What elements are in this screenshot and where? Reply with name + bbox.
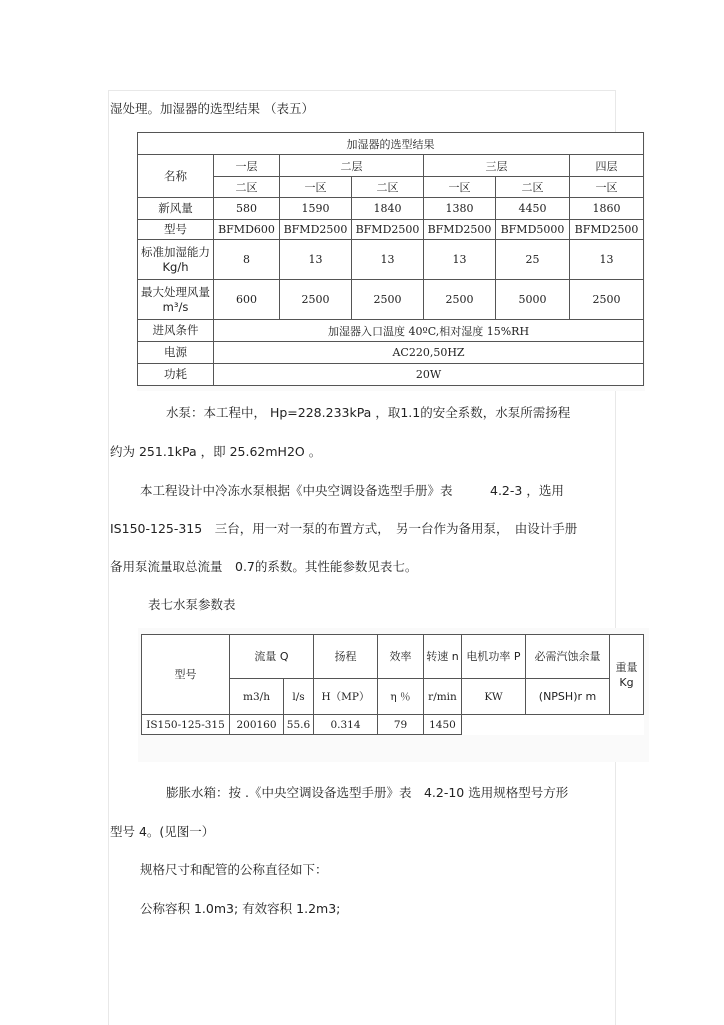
table7-unit-motor: KW — [462, 679, 526, 715]
table5-cell: 2500 — [280, 280, 352, 320]
table5-power-label: 电源 — [138, 342, 214, 364]
table7-image — [138, 628, 649, 762]
table7-cell-head: 0.314 — [314, 715, 378, 735]
table7-eff-label: 效率 — [378, 635, 424, 679]
table5-row-label: 标准加湿能力 Kg/h — [138, 240, 214, 280]
table5-cell: 13 — [570, 240, 644, 280]
paragraph-tank-model: 型号 4。(见图一） — [110, 824, 215, 839]
table5-cell: 2500 — [570, 280, 644, 320]
table5-consumption-label: 功耗 — [138, 364, 214, 386]
table7-model-label: 型号 — [142, 635, 230, 715]
table5-cell: 25 — [496, 240, 570, 280]
pump-table — [141, 634, 644, 735]
paragraph-pump-head-cont: 约为 251.1kPa ，即 25.62mH2O 。 — [110, 444, 322, 459]
table5-cell: 1380 — [424, 198, 496, 220]
table5-cell: BFMD600 — [214, 220, 280, 240]
table5-cell: BFMD5000 — [496, 220, 570, 240]
table5-zone: 二区 — [214, 177, 280, 198]
table7-caption: 表七水泵参数表 — [148, 597, 236, 612]
table5-cell: 2500 — [424, 280, 496, 320]
paragraph-pump-head: 水泵：本工程中， Hp=228.233kPa ，取1.1的安全系数，水泵所需扬程 — [166, 405, 571, 420]
table5-image — [137, 132, 645, 391]
table5-cell: 13 — [352, 240, 424, 280]
table5-cell: 13 — [424, 240, 496, 280]
table5-title: 加湿器的选型结果 — [138, 133, 644, 155]
table5-name-label: 名称 — [138, 155, 214, 198]
paragraph-spec-intro: 规格尺寸和配管的公称直径如下： — [140, 862, 328, 877]
table5-cell: BFMD2500 — [352, 220, 424, 240]
table5-floor-3: 三层 — [424, 155, 570, 177]
table5-inlet-value: 加湿器入口温度 40ºC,相对湿度 15%RH — [214, 320, 644, 342]
table5-consumption-value: 20W — [214, 364, 644, 386]
table5-floor-4: 四层 — [570, 155, 644, 177]
table7-cell-speed: 1450 — [424, 715, 462, 735]
table5-cell: 1860 — [570, 198, 644, 220]
paragraph-pump-arrangement: IS150-125-315 三台，用一对一泵的布置方式， 另一台作为备用泵， 由设计手册 — [110, 521, 578, 536]
humidifier-table — [137, 132, 644, 386]
table5-cell: BFMD2500 — [424, 220, 496, 240]
table5-inlet-label: 进风条件 — [138, 320, 214, 342]
table5-zone: 一区 — [280, 177, 352, 198]
paragraph-standby-pump: 备用泵流量取总流量 0.7的系数。其性能参数见表七。 — [110, 559, 418, 574]
table5-cell: 5000 — [496, 280, 570, 320]
table7-npsh-label: 必需汽蚀余量 — [526, 635, 610, 679]
table5-cell: 600 — [214, 280, 280, 320]
table7-cell-ls: 55.6 — [284, 715, 314, 735]
table5-cell: 580 — [214, 198, 280, 220]
table7-unit-speed: r/min — [424, 679, 462, 715]
table5-power-value: AC220,50HZ — [214, 342, 644, 364]
table5-cell: 2500 — [352, 280, 424, 320]
table7-unit-ls: l/s — [284, 679, 314, 715]
table5-row-label: 新风量 — [138, 198, 214, 220]
table5-row-label: 型号 — [138, 220, 214, 240]
table5-cell: 8 — [214, 240, 280, 280]
table5-row-label: 最大处理风量 m³/s — [138, 280, 214, 320]
table7-head-label: 扬程 — [314, 635, 378, 679]
table5-cell: BFMD2500 — [280, 220, 352, 240]
table7-unit-npsh: (NPSH)r m — [526, 679, 610, 715]
paragraph-pump-selection: 本工程设计中冷冻水泵根据《中央空调设备选型手册》表 4.2-3 ，选用 — [140, 483, 564, 498]
table5-floor-1: 一层 — [214, 155, 280, 177]
table7-cell-eff: 79 — [378, 715, 424, 735]
table5-floor-2: 二层 — [280, 155, 424, 177]
table7-unit-eff: η ％ — [378, 679, 424, 715]
table7-flow-label: 流量 Q — [230, 635, 314, 679]
table7-unit-head: H（MP） — [314, 679, 378, 715]
table7-cell-m3h: 200160 — [230, 715, 284, 735]
table5-zone: 一区 — [424, 177, 496, 198]
paragraph-humidifier-intro: 湿处理。加湿器的选型结果 （表五） — [110, 101, 314, 116]
table7-cell-model: IS150-125-315 — [142, 715, 230, 735]
table7-weight-label: 重量 Kg — [610, 635, 644, 715]
table5-cell: 13 — [280, 240, 352, 280]
table5-cell: BFMD2500 — [570, 220, 644, 240]
table5-cell: 1840 — [352, 198, 424, 220]
table7-unit-m3h: m3/h — [230, 679, 284, 715]
paragraph-expansion-tank: 膨胀水箱：按 .《中央空调设备选型手册》表 4.2-10 选用规格型号方形 — [166, 785, 569, 800]
table5-zone: 一区 — [570, 177, 644, 198]
table5-zone: 二区 — [496, 177, 570, 198]
table7-speed-label: 转速 n — [424, 635, 462, 679]
table5-zone: 二区 — [352, 177, 424, 198]
table7-motor-label: 电机功率 P — [462, 635, 526, 679]
table5-cell: 1590 — [280, 198, 352, 220]
paragraph-volume: 公称容积 1.0m3; 有效容积 1.2m3; — [140, 901, 341, 916]
table5-cell: 4450 — [496, 198, 570, 220]
table7-empty-cell — [462, 715, 644, 735]
